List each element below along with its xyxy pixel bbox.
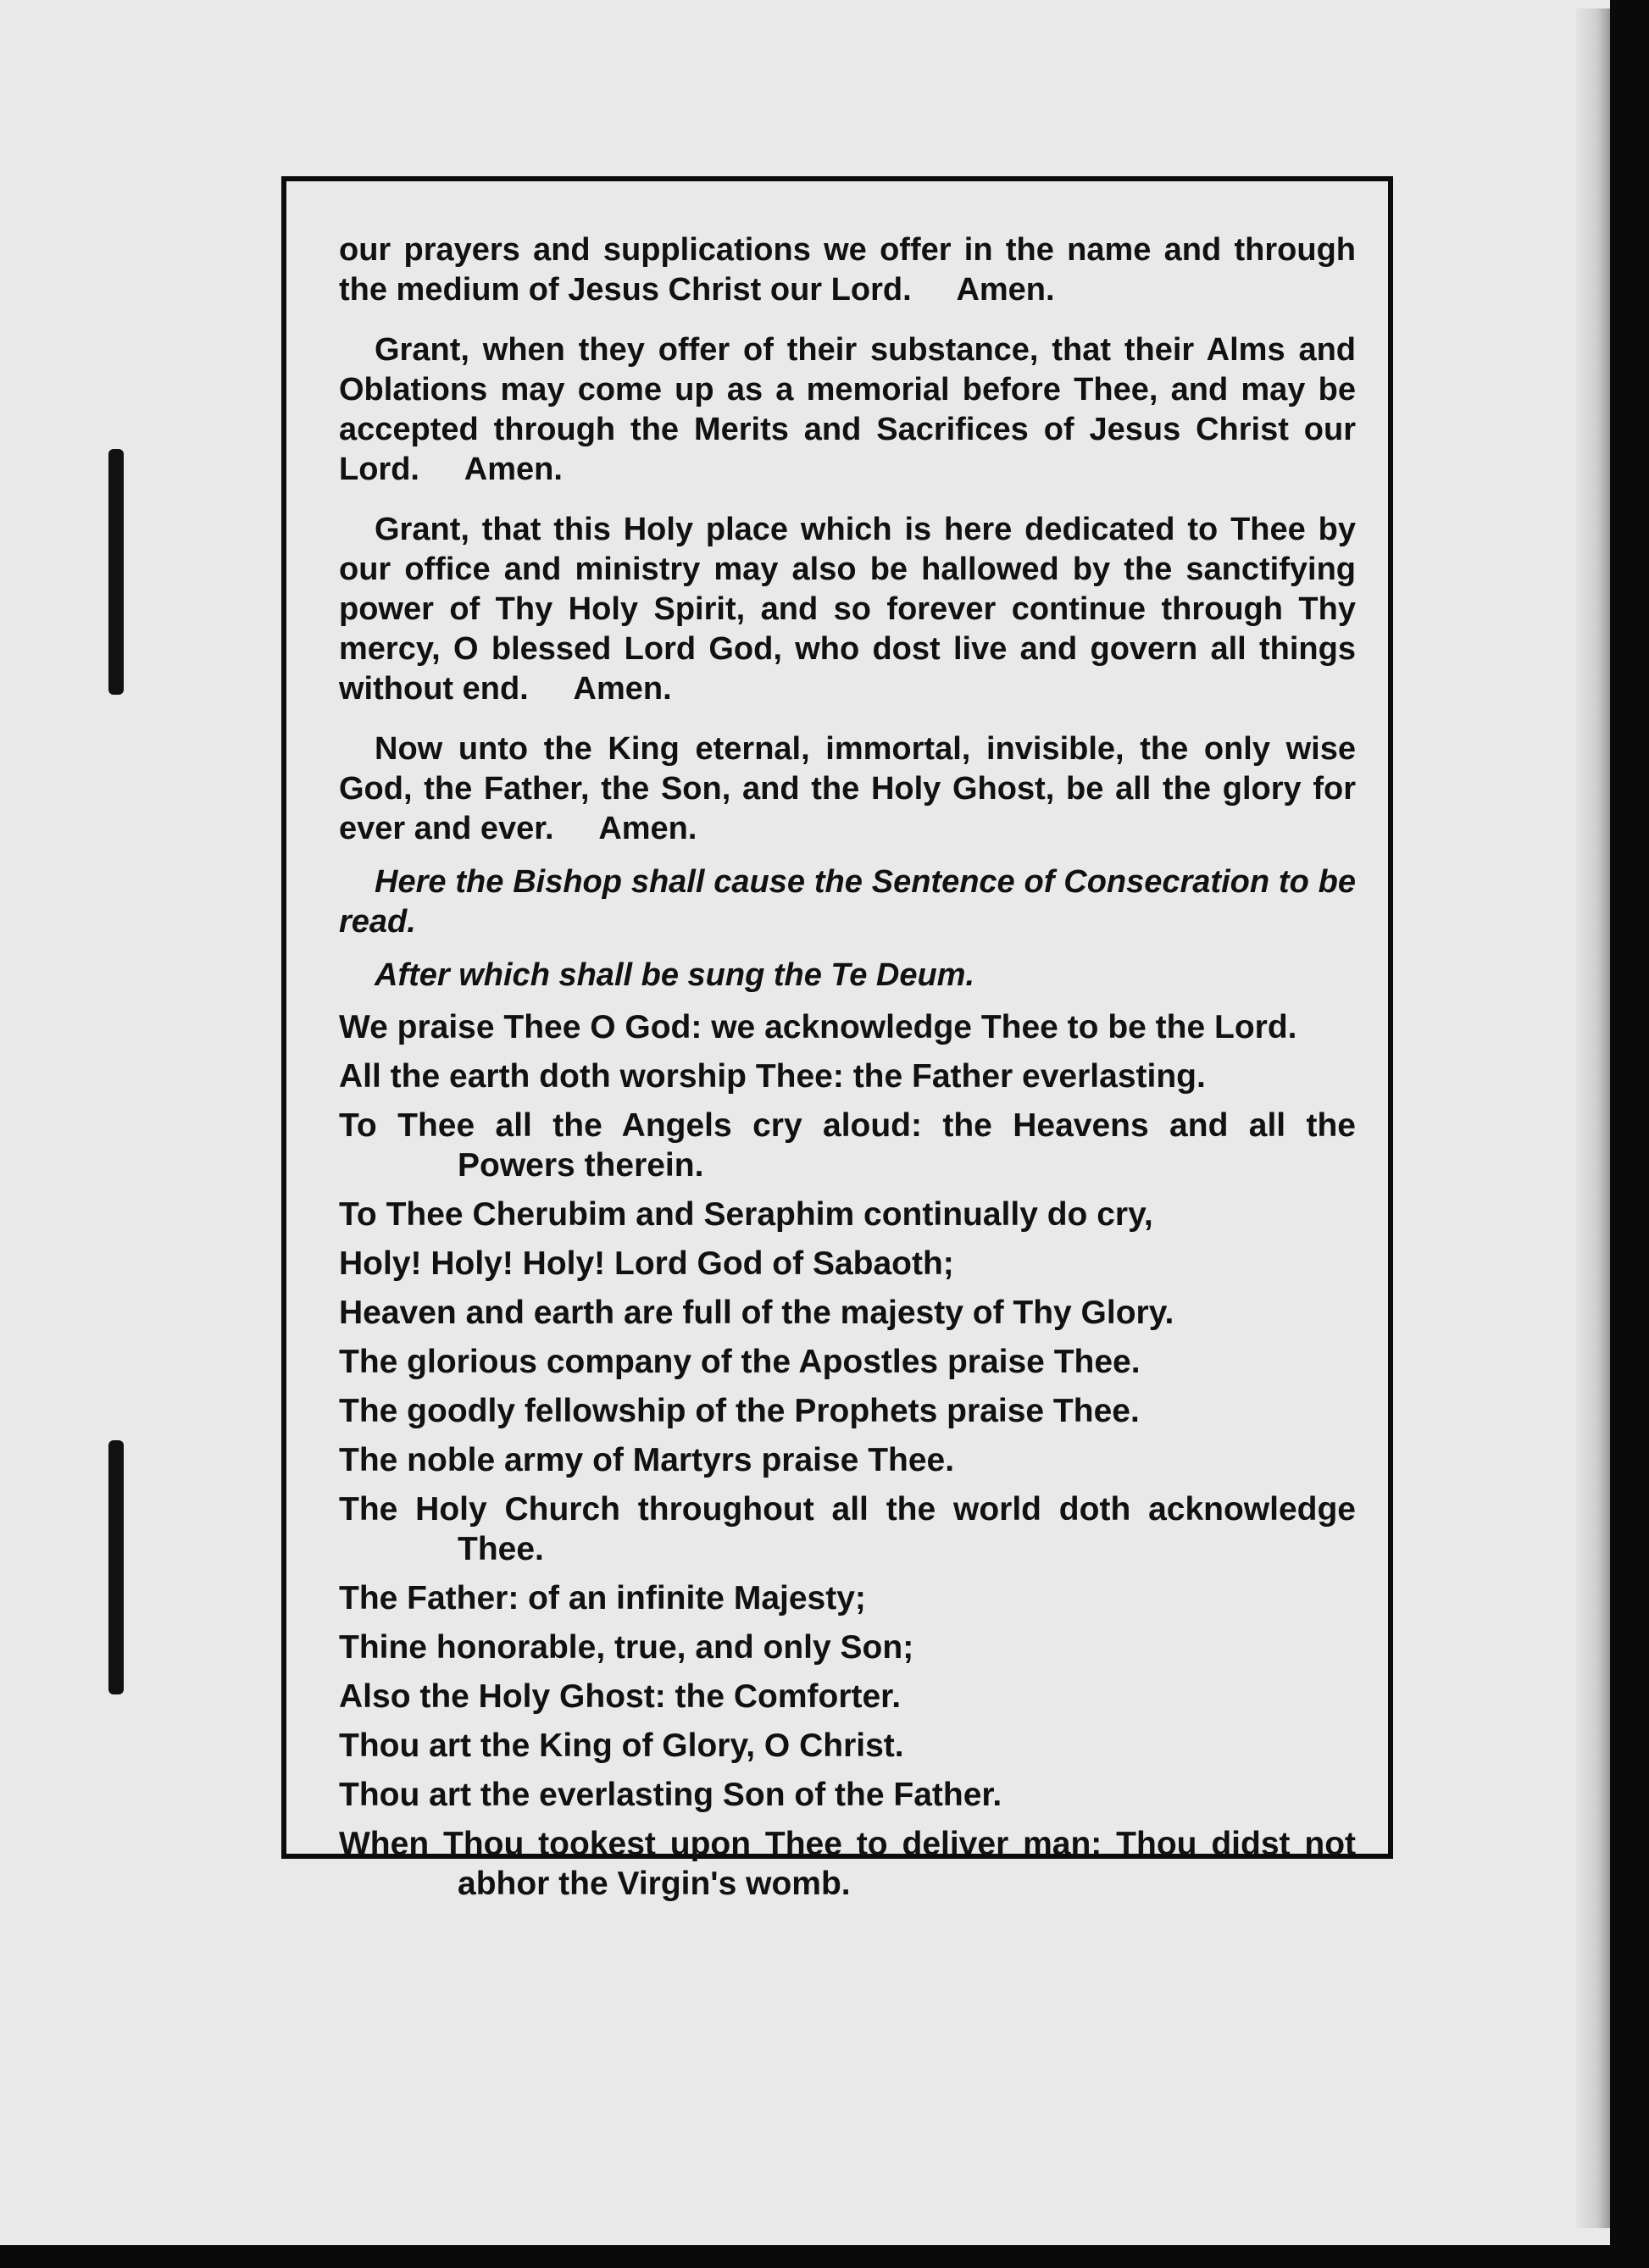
hymn-line: The glorious company of the Apostles praise Thee. <box>339 1344 1141 1380</box>
hymn-line: The goodly fellowship of the Prophets praise Thee. <box>339 1393 1140 1429</box>
doxology-paragraph <box>339 729 1356 849</box>
page-text <box>339 230 1356 1904</box>
amen: Amen. <box>598 811 697 846</box>
hymn-line: The Father: of an infinite Majesty; <box>339 1580 866 1616</box>
prayer-text: Grant, when they offer of their substance, that their Alms and Oblations may come up as a memorial before Thee, and may be accepted through the Merits and Sacrifices of Jesus Christ our Lord. <box>339 332 1356 487</box>
te-deum-hymn <box>339 1007 1356 1904</box>
hymn-line: The Holy Church throughout all the world doth acknowledge Thee. <box>339 1491 1356 1567</box>
hymn-line: Thine honorable, true, and only Son; <box>339 1629 914 1666</box>
amen: Amen. <box>573 671 672 707</box>
hymn-line: Thou art the everlasting Son of the Father. <box>339 1777 1002 1813</box>
binding-mark <box>108 1440 124 1694</box>
hymn-line: When Thou tookest upon Thee to deliver man: Thou didst not abhor the Virgin's womb. <box>339 1826 1356 1902</box>
hymn-line: Heaven and earth are full of the majesty of Thy Glory. <box>339 1295 1174 1331</box>
prayer-paragraph <box>339 510 1356 709</box>
hymn-line: To Thee Cherubim and Seraphim continually do cry, <box>339 1196 1153 1233</box>
hymn-line: To Thee all the Angels cry aloud: the Heavens and all the Powers therein. <box>339 1107 1356 1184</box>
prayer-text: our prayers and supplications we offer in the name and through the medium of Jesus Christ our Lord. <box>339 232 1356 308</box>
page-edge-shadow <box>1576 8 1610 2228</box>
hymn-line: We praise Thee O God: we acknowledge Thee to be the Lord. <box>339 1009 1297 1045</box>
amen: Amen. <box>464 452 563 487</box>
prayer-text: Grant, that this Holy place which is here dedicated to Thee by our office and ministry may also be hallowed by the sanctifying power of Thy Holy Spirit, and so forever continue through Thy mercy, O blessed Lord God, who dost live and govern all things without end. <box>339 512 1356 707</box>
rubric: After which shall be sung the Te Deum. <box>375 957 975 993</box>
hymn-line: Holy! Holy! Holy! Lord God of Sabaoth; <box>339 1245 954 1282</box>
hymn-line: All the earth doth worship Thee: the Father everlasting. <box>339 1058 1206 1095</box>
prayer-text: Now unto the King eternal, immortal, invisible, the only wise God, the Father, the Son, and the Holy Ghost, be all the glory for ever and ever. <box>339 731 1356 846</box>
hymn-line: Also the Holy Ghost: the Comforter. <box>339 1678 902 1715</box>
amen: Amen. <box>956 272 1055 308</box>
hymn-line: The noble army of Martyrs praise Thee. <box>339 1442 955 1478</box>
prayer-paragraph <box>339 330 1356 490</box>
binding-mark <box>108 449 124 695</box>
prayer-paragraph <box>339 230 1356 310</box>
rubric: Here the Bishop shall cause the Sentence of Consecration to be read. <box>339 864 1356 940</box>
hymn-line: Thou art the King of Glory, O Christ. <box>339 1727 904 1764</box>
